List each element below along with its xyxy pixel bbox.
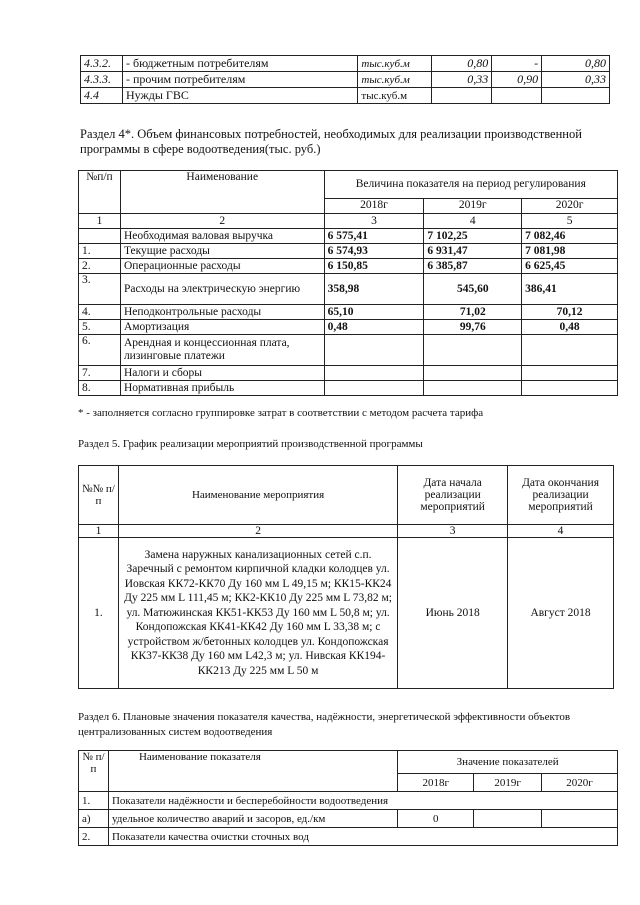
value-2019: 545,60 [424, 274, 522, 305]
row-name: - бюджетным потребителям [122, 56, 357, 72]
header-start: Дата начала реализации мероприятий [398, 466, 508, 525]
year-2018: 2018г [398, 774, 474, 792]
value-2018 [324, 366, 424, 381]
table-row [79, 810, 618, 828]
value-2020 [542, 810, 618, 828]
year-2018: 2018г [324, 198, 424, 213]
row-name: Текущие расходы [120, 244, 324, 259]
row-name: удельное количество аварий и засоров, ед./км [108, 810, 397, 828]
value-2018 [324, 381, 424, 396]
row-name: Амортизация [120, 320, 324, 335]
value-2020: 6 625,45 [522, 259, 618, 274]
row-number: 1. [79, 538, 119, 689]
table-row [79, 320, 618, 335]
colnum-3: 3 [324, 214, 424, 229]
value-2020: 7 082,46 [522, 229, 618, 244]
row-number: 4.3.2. [81, 56, 123, 72]
row-unit: тыс.куб.м [358, 56, 432, 72]
year-2020: 2020г [522, 198, 618, 213]
value-2019: 0,90 [492, 72, 542, 88]
table-row [79, 335, 618, 366]
colnum-1: 1 [79, 214, 121, 229]
table-row [79, 244, 618, 259]
footnote: * - заполняется согласно группировке затрат в соответствии с методом расчета тарифа [78, 407, 484, 419]
value-2020: 0,80 [542, 56, 610, 72]
row-number: 5. [79, 320, 121, 335]
header-name: Наименование [120, 171, 324, 214]
row-name: - прочим потребителям [122, 72, 357, 88]
colnum-1: 1 [79, 525, 119, 538]
value-2020: 70,12 [522, 305, 618, 320]
row-number: 2. [79, 828, 109, 846]
year-2020: 2020г [542, 774, 618, 792]
table-row [81, 88, 610, 104]
row-number: 1. [79, 244, 121, 259]
row-name: Операционные расходы [120, 259, 324, 274]
row-number: 1. [79, 792, 109, 810]
top-continuation-table [80, 55, 610, 104]
row-number: 4.3.3. [81, 72, 123, 88]
row-unit: тыс.куб.м [358, 72, 432, 88]
value-2020 [522, 366, 618, 381]
table-row [79, 381, 618, 396]
table-row [79, 828, 618, 846]
value-2019: 71,02 [424, 305, 522, 320]
end-date: Август 2018 [508, 538, 614, 689]
row-name: Неподконтрольные расходы [120, 305, 324, 320]
row-name: Расходы на электрическую энергию [120, 274, 324, 305]
value-2020 [522, 335, 618, 366]
value-2019 [424, 381, 522, 396]
table-row [79, 792, 618, 810]
value-2019: 99,76 [424, 320, 522, 335]
value-2018: 65,10 [324, 305, 424, 320]
row-number: 3. [79, 274, 121, 305]
row-number: 4. [79, 305, 121, 320]
value-2018: 6 575,41 [324, 229, 424, 244]
table-row [79, 305, 618, 320]
row-name: Показатели надёжности и бесперебойности водоотведения [108, 792, 617, 810]
value-2019: 7 102,25 [424, 229, 522, 244]
table-row [79, 366, 618, 381]
value-2018: 0,48 [324, 320, 424, 335]
value-2019 [424, 366, 522, 381]
row-name: Необходимая валовая выручка [120, 229, 324, 244]
section6-title: Раздел 6. Плановые значения показателя качества, надёжности, энергетической эффективности объектов централизованных систем водоотведения [78, 711, 571, 738]
value-2018: 0,80 [432, 56, 492, 72]
value-2019 [492, 88, 542, 104]
year-2019: 2019г [474, 774, 542, 792]
colnum-5: 5 [522, 214, 618, 229]
table-row [81, 56, 610, 72]
row-number: 4.4 [81, 88, 123, 104]
schedule-table [78, 465, 614, 689]
table-row [79, 274, 618, 305]
row-name: Арендная и концессионная плата, лизинговые платежи [120, 335, 324, 366]
table-row [79, 538, 614, 689]
colnum-2: 2 [118, 525, 397, 538]
value-2020 [542, 88, 610, 104]
row-number: а) [79, 810, 109, 828]
start-date: Июнь 2018 [398, 538, 508, 689]
quality-table [78, 750, 618, 846]
value-2020 [522, 381, 618, 396]
value-2019 [424, 335, 522, 366]
value-2018 [432, 88, 492, 104]
value-2018: 358,98 [324, 274, 424, 305]
table-row [79, 259, 618, 274]
value-2018: 0,33 [432, 72, 492, 88]
header-value: Величина показателя на период регулирования [324, 171, 617, 199]
header-num: № п/п [79, 751, 109, 792]
row-name: Нужды ГВС [122, 88, 357, 104]
value-2018 [324, 335, 424, 366]
row-number: 2. [79, 259, 121, 274]
row-name: Налоги и сборы [120, 366, 324, 381]
header-end: Дата окончания реализации мероприятий [508, 466, 614, 525]
table-row [81, 72, 610, 88]
year-2019: 2019г [424, 198, 522, 213]
section5-title: Раздел 5. График реализации мероприятий производственной программы [78, 438, 423, 450]
row-name: Нормативная прибыль [120, 381, 324, 396]
colnum-2: 2 [120, 214, 324, 229]
row-name: Замена наружных канализационных сетей с.п. Заречный с ремонтом кирпичной кладки колодцев ул. Иовская КК72-КК70 Ду 160 мм L 49,15 м; КК15-КК24 Ду 225 мм L 111,45 м; КК2-КК10 Ду 225 мм L 73,82 м; ул. Матюжинская КК51-КК53 Ду 160 мм L 50,8 м; ул. Кондопожская КК41-КК42 Ду 160 мм L 33,38 м; с устройством ж/бетонных колодцев ул. Кондопожская КК37-КК38 Ду 160 мм L42,3 м; ул. Нивская КК194-КК213 Ду 225 мм L 50 м [118, 538, 397, 689]
row-number [79, 229, 121, 244]
value-2020: 7 081,98 [522, 244, 618, 259]
value-2019 [474, 810, 542, 828]
value-2018: 0 [398, 810, 474, 828]
value-2020: 0,33 [542, 72, 610, 88]
value-2020: 0,48 [522, 320, 618, 335]
header-name: Наименование мероприятия [118, 466, 397, 525]
value-2018: 6 574,93 [324, 244, 424, 259]
table-row [79, 229, 618, 244]
value-2019: - [492, 56, 542, 72]
value-2019: 6 931,47 [424, 244, 522, 259]
colnum-3: 3 [398, 525, 508, 538]
section4-title: Раздел 4*. Объем финансовых потребностей, необходимых для реализации производственной программы в сфере водоотведения(тыс. руб.) [80, 127, 582, 156]
row-number: 7. [79, 366, 121, 381]
row-unit: тыс.куб.м [358, 88, 432, 104]
finance-table [78, 170, 618, 396]
header-num: №№ п/п [79, 466, 119, 525]
row-name: Показатели качества очистки сточных вод [108, 828, 617, 846]
colnum-4: 4 [424, 214, 522, 229]
value-2018: 6 150,85 [324, 259, 424, 274]
header-name: Наименование показателя [108, 751, 397, 792]
value-2019: 6 385,87 [424, 259, 522, 274]
row-number: 8. [79, 381, 121, 396]
header-num: №п/п [79, 171, 121, 214]
row-number: 6. [79, 335, 121, 366]
header-value: Значение показателей [398, 751, 618, 774]
value-2020: 386,41 [522, 274, 618, 305]
colnum-4: 4 [508, 525, 614, 538]
